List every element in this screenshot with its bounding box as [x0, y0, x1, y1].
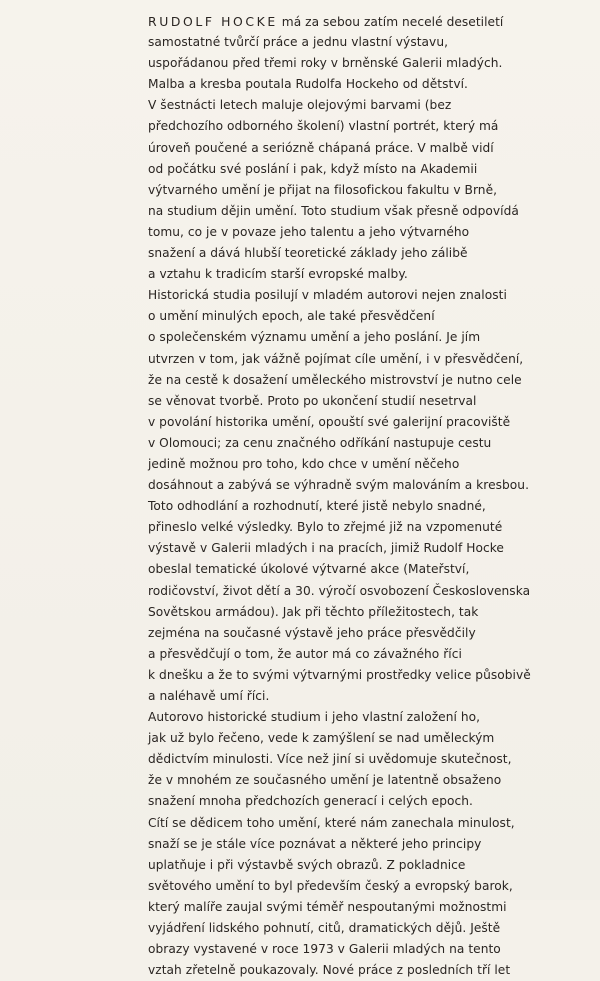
text-line: Historická studia posilují v mladém autorovi nejen znalosti [148, 288, 507, 303]
text-line: zejména na současné výstavě jeho práce přesvědčily [148, 625, 476, 640]
text-line: obrazy vystavené v roce 1973 v Galerii mladých na tento [148, 942, 501, 957]
text-line: k dnešku a že to svými výtvarnými prostředky velice působivě [148, 667, 531, 682]
text-line: snaží se je stále více poznávat a některé jeho principy [148, 836, 482, 851]
text-line-content: má za sebou zatím necelé desetiletí [281, 15, 504, 29]
text-line: a vztahu k tradicím starší evropské malby. [148, 267, 408, 282]
text-line: výstavě v Galerii mladých i na pracích, jimiž Rudolf Hocke [148, 541, 504, 556]
text-line: a naléhavě umí říci. [148, 689, 270, 703]
text-line: snažení mnoha předchozích generací i celých epoch. [148, 794, 473, 809]
text-line: v Olomouci; za cenu značného odříkání nastupuje cestu [148, 435, 492, 450]
text-line: který malíře zaujal svými téměř nespoutanými možnostmi [148, 899, 507, 914]
text-line: v povolání historika umění, opouští své galerijní pracoviště [148, 414, 511, 429]
text-line: o umění minulých epoch, ale také přesvědčení [148, 309, 435, 324]
text-line: a přesvědčují o tom, že autor má co závažného říci [148, 646, 462, 661]
text-line: se věnovat tvorbě. Proto po ukončení studií nesetrval [148, 393, 477, 408]
text-line: od počátku své poslání i pak, když místo na Akademii [148, 161, 478, 176]
text-line: přineslo velké výsledky. Bylo to zřejmé již na vzpomenuté [148, 520, 503, 535]
text-line: Sovětskou armádou). Jak při těchto příležitostech, tak [148, 604, 479, 619]
text-line [148, 11, 568, 32]
text-line: uplatňuje i při výstavbě svých obrazů. Z pokladnice [148, 857, 466, 872]
text-line: předchozího odborného školení) vlastní portrét, který má [148, 119, 499, 134]
text-line: Cítí se dědicem toho umění, které nám zanechala minulost, [148, 815, 515, 830]
text-line: na studium dějin umění. Toto studium však přesně odpovídá [148, 203, 519, 218]
text-line: úroveň poučené a seriózně chápaná práce. V malbě vidí [148, 140, 494, 155]
text-line: snažení a dává hlubší teoretické základy jeho zálibě [148, 246, 468, 261]
text-line: rodičovství, život dětí a 30. výročí osvobození Československa [148, 583, 531, 598]
text-line: dosáhnout a zabývá se výhradně svým malováním a kresbou. [148, 478, 530, 493]
text-line: Toto odhodlání a rozhodnutí, které jistě nebylo snadné, [148, 499, 486, 514]
text-line: obeslal tematické úkolové výtvarné akce (Mateřství, [148, 562, 470, 577]
text-line: o společenském významu umění a jeho poslání. Je jím [148, 330, 481, 345]
text-line: že na cestě k dosažení uměleckého mistrovství je nutno cele [148, 372, 522, 387]
article-text [148, 11, 568, 981]
text-line: že v mnohém ze současného umění je latentně obsaženo [148, 773, 502, 788]
text-line: uspořádanou před třemi roky v brněnské Galerii mladých. [148, 56, 503, 71]
artist-name: RUDOLF HOCKE [148, 14, 278, 29]
text-line: Malba a kresba poutala Rudolfa Hockeho od dětství. [148, 77, 468, 92]
text-line: vyjádření lidského pohnutí, citů, dramatických dějů. Ještě [148, 921, 501, 936]
text-line: dědictvím minulosti. Více než jiní si uvědomuje skutečnost, [148, 752, 512, 767]
text-line: jedině možnou pro toho, kdo chce v umění něčeho [148, 456, 460, 471]
text-line: vztah zřetelně poukazovaly. Nové práce z posledních tří let [148, 963, 511, 978]
text-line: Autorovo historické studium i jeho vlastní založení ho, [148, 710, 481, 725]
text-line: tomu, co je v povaze jeho talentu a jeho výtvarného [148, 224, 470, 239]
text-line: V šestnácti letech maluje olejovými barvami (bez [148, 98, 452, 113]
text-line: výtvarného umění je přijat na filosofickou fakultu v Brně, [148, 182, 498, 197]
text-line: utvrzen v tom, jak vážně pojímat cíle umění, i v přesvědčení, [148, 351, 524, 366]
text-line: jak už bylo řečeno, vede k zamýšlení se nad uměleckým [148, 731, 495, 746]
text-line: světového umění to byl především český a evropský barok, [148, 878, 513, 893]
text-line: samostatné tvůrčí práce a jednu vlastní výstavu, [148, 35, 449, 50]
